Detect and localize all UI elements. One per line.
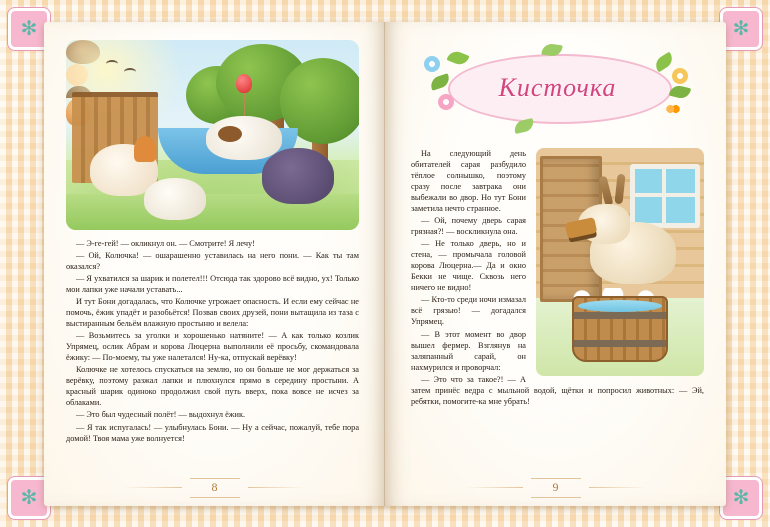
page-number: 9 xyxy=(531,478,581,498)
page-number: 8 xyxy=(190,478,240,498)
goat-character xyxy=(144,178,206,220)
flower-icon xyxy=(672,68,688,84)
bird-icon xyxy=(124,68,136,76)
wooden-tub xyxy=(572,296,668,362)
left-page xyxy=(44,22,385,506)
left-page-text xyxy=(66,238,359,444)
paragraph: — Не только дверь, но и стена, — промычала головой корова Люцерна.— Да и окно Бекки не чище. Сквозь него ничего не видно! xyxy=(411,239,526,293)
story-title-banner xyxy=(422,42,694,134)
paragraph: На следующий день обитателей сарая разбудило тёплое солнышко, поэтому сразу после завтрака они выбежали во двор. Но тут Бони заметила нечто странное. xyxy=(411,149,526,214)
barn-window xyxy=(630,164,700,228)
tub-band xyxy=(574,340,666,347)
donkey-character xyxy=(262,148,334,204)
paragraph: — Кто-то среди ночи измазал всё грязью! — догадался Упрямец. xyxy=(411,295,526,327)
right-page-folio xyxy=(385,478,726,498)
snowflake-icon: ✻ xyxy=(20,487,38,509)
story-title: Кисточка xyxy=(498,73,617,102)
corner-ornament-bottom-right xyxy=(720,477,762,519)
paragraph: — Я так испугалась! — улыбнулась Бони. — Ну а сейчас, пожалуй, тебе пора домой! Твоя мама уже волнуется! xyxy=(66,422,359,443)
corner-ornament-top-right xyxy=(720,8,762,50)
paragraph: — В этот момент во двор вышел фермер. Взглянув на заляпанный сарай, он нахмурился и проворчал: xyxy=(411,329,526,372)
flower-icon xyxy=(438,94,454,110)
right-page xyxy=(385,22,726,506)
illustration-goat-washing-barn xyxy=(536,148,704,376)
paragraph: — Э-ге-гей! — окликнул он. — Смотрите! Я лечу! xyxy=(76,239,255,248)
paragraph: — Я ухватился за шарик и полетел!!! Отсюда так здорово всё видно, ух! Только мои лапки уже начали уставать... xyxy=(66,274,359,295)
paragraph: Колючке не хотелось спускаться на землю, но он больше не мог держаться за верёвку, поэтому разжал лапки и плюхнулся прямо в середину простыни. А красный шарик одиноко продолжил свой путь вверх, пока вовсе не исчез за облаками. xyxy=(66,365,359,408)
cow-character xyxy=(206,116,282,160)
illustration-farmyard-scene xyxy=(66,40,359,230)
leaf-icon xyxy=(668,84,690,100)
flower-icon xyxy=(424,56,440,72)
bird-icon xyxy=(106,60,118,68)
cow-spot xyxy=(218,126,242,142)
paragraph: — Возьмитесь за уголки и хорошенько натяните! — А как только козлик Упрямец, ослик Абрам и корова Люцерна выполнили её просьбу, скомандовала ёжику: — По-моему, ты уже налетался! Ну-ка, отпускай верёвку! xyxy=(66,331,359,363)
left-page-folio xyxy=(44,478,385,498)
folio-flourish-right xyxy=(589,487,647,488)
snowflake-icon: ✻ xyxy=(732,18,750,40)
tub-water xyxy=(578,300,662,312)
window-frame-horizontal xyxy=(635,193,695,197)
paragraph: — Это что за такое?! — А затем принёс ведра с мыльной водой, щётки и попросил животных: — Эй, ребятки, помогите-ка мне убрать! xyxy=(411,374,704,406)
paragraph: И тут Бони догадалась, что Колючке угрожает опасность. И если ему сейчас не помочь, ёжик упадёт и разобьётся! Позвав своих друзей, пони вытащила из таза с выстиранным бельём влажную простыню и велела: xyxy=(66,297,359,329)
paragraph: — Ой, Колючка! — ошарашенно уставилась на него пони. — Как ты там оказался? xyxy=(66,251,359,272)
red-balloon-icon xyxy=(236,74,252,93)
folio-flourish-left xyxy=(465,487,523,488)
folio-flourish-left xyxy=(124,487,182,488)
open-book xyxy=(44,22,726,506)
pony-mane xyxy=(134,136,156,162)
leaf-icon xyxy=(652,52,675,73)
butterfly-icon xyxy=(666,104,680,114)
paragraph: — Ой, почему дверь сарая грязная?! — воскликнула она. xyxy=(411,216,526,237)
snowflake-icon: ✻ xyxy=(732,487,750,509)
folio-flourish-right xyxy=(248,487,306,488)
snowflake-icon: ✻ xyxy=(20,18,38,40)
tub-band xyxy=(574,312,666,319)
paragraph: — Это был чудесный полёт! — выдохнул ёжик. xyxy=(76,410,246,420)
leaf-icon xyxy=(446,49,469,68)
